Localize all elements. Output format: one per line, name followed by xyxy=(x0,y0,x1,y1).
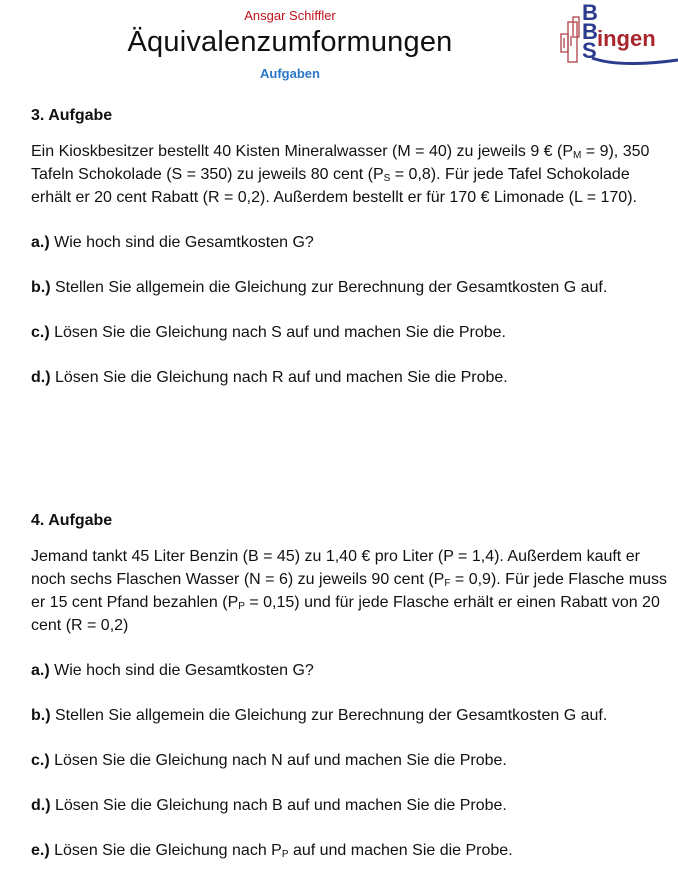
task-3-question-d xyxy=(31,366,671,389)
question-label: b.) xyxy=(31,279,51,296)
question-label: d.) xyxy=(31,369,51,386)
task-4-heading: 4. Aufgabe xyxy=(31,512,113,529)
logo-letter-s: S xyxy=(582,38,597,63)
page-title: Äquivalenzumformungen xyxy=(127,26,453,58)
task-3-question-b xyxy=(31,276,671,299)
question-text: Stellen Sie allgemein die Gleichung zur Berechnung der Gesamtkosten G auf. xyxy=(50,707,608,724)
question-text: Lösen Sie die Gleichung nach R auf und machen Sie die Probe. xyxy=(50,369,508,386)
task-3-question-c xyxy=(31,321,671,344)
task-3-description xyxy=(31,140,671,209)
task-3-sub-1: M xyxy=(573,150,582,161)
logo-swoosh xyxy=(590,54,678,68)
bbs-bingen-logo xyxy=(560,0,675,72)
question-label: e.) xyxy=(31,842,50,859)
question-text: Stellen Sie allgemein die Gleichung zur Berechnung der Gesamtkosten G auf. xyxy=(50,279,608,296)
page-subtitle: Aufgaben xyxy=(260,66,320,81)
task-4-text-2: = 0,9). Für jede Flasche muss er 15 cent Pfand bezahlen (P xyxy=(31,571,667,611)
task-3-sub-2: S xyxy=(383,173,391,184)
task-3-text-3: = 0,8). Für jede Tafel Schokolade erhält er 20 cent Rabatt (R = 0,2). Außerdem bestellt er für 170 € Limonade (L = 170). xyxy=(31,166,637,206)
question-label: d.) xyxy=(31,797,51,814)
question-text: Wie hoch sind die Gesamtkosten G? xyxy=(49,234,314,251)
task-4-description xyxy=(31,545,671,637)
logo-letter-b1: B xyxy=(582,0,598,25)
task-4-question-b xyxy=(31,704,671,727)
logo-letter-b2: B xyxy=(582,19,598,44)
question-text-after: auf und machen Sie die Probe. xyxy=(288,842,513,859)
task-3-text-1: Ein Kioskbesitzer bestellt 40 Kisten Mineralwasser (M = 40) zu jeweils 9 € (P xyxy=(31,143,573,160)
author-name: Ansgar Schiffler xyxy=(244,8,336,23)
task-4-question-e xyxy=(31,839,671,862)
question-label: c.) xyxy=(31,752,50,769)
task-4-text-1: Jemand tankt 45 Liter Benzin (B = 45) zu 1,40 € pro Liter (P = 1,4). Außerdem kauft er noch sechs Flaschen Wasser (N = 6) zu jeweils 90 cent (P xyxy=(31,548,640,588)
task-4-sub-2: P xyxy=(238,601,245,612)
logo-text: ingen xyxy=(597,26,656,51)
question-text: Lösen Sie die Gleichung nach N auf und machen Sie die Probe. xyxy=(49,752,507,769)
question-text: Wie hoch sind die Gesamtkosten G? xyxy=(49,662,314,679)
task-4-question-c xyxy=(31,749,671,772)
task-3 xyxy=(31,104,671,389)
task-3-text-2: = 9), 350 Tafeln Schokolade (S = 350) zu jeweils 80 cent (P xyxy=(31,143,650,183)
question-text: Lösen Sie die Gleichung nach P xyxy=(49,842,282,859)
question-label: c.) xyxy=(31,324,50,341)
task-4-question-a xyxy=(31,659,671,682)
question-label: a.) xyxy=(31,662,50,679)
logo-letters xyxy=(582,0,598,63)
question-label: b.) xyxy=(31,707,51,724)
task-4-sub-1: F xyxy=(444,578,451,589)
task-3-heading: 3. Aufgabe xyxy=(31,107,113,124)
task-4-text-3: = 0,15) und für jede Flasche erhält er einen Rabatt von 20 cent (R = 0,2) xyxy=(31,594,660,634)
question-label: a.) xyxy=(31,234,50,251)
question-text: Lösen Sie die Gleichung nach S auf und machen Sie die Probe. xyxy=(49,324,506,341)
question-sub: P xyxy=(281,849,289,860)
task-4 xyxy=(31,509,671,862)
building-icon xyxy=(560,16,584,66)
task-3-question-a xyxy=(31,231,671,254)
task-4-question-d xyxy=(31,794,671,817)
question-text: Lösen Sie die Gleichung nach B auf und machen Sie die Probe. xyxy=(50,797,507,814)
